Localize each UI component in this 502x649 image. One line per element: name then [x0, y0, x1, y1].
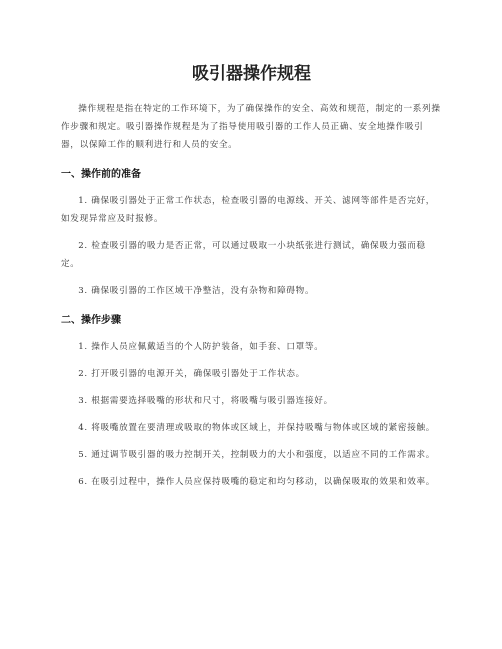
section-steps: [61, 314, 442, 491]
list-item: 1. 确保吸引器处于正常工作状态，检查吸引器的电源线、开关、滤网等部件是否完好，如发现异常应及时报修。: [61, 196, 436, 224]
intro-paragraph: 操作规程是指在特定的工作环境下，为了确保操作的安全、高效和规范，制定的一系列操作步骤和规定。吸引器操作规程是为了指导使用吸引器的工作人员正确、安全地操作吸引器，以保障工作的顺利进行和人员的安全。: [61, 104, 441, 150]
list-item: 2. 检查吸引器的吸力是否正常，可以通过吸取一小块纸张进行测试，确保吸力强而稳定。: [61, 241, 426, 269]
list-item: 2. 打开吸引器的电源开关，确保吸引器处于工作状态。: [78, 369, 305, 379]
list-item: 1. 操作人员应佩戴适当的个人防护装备，如手套、口罩等。: [78, 342, 324, 352]
document-title: 吸引器操作规程: [192, 64, 311, 84]
list-item: 3. 根据需要选择吸嘴的形状和尺寸，将吸嘴与吸引器连接好。: [78, 396, 333, 406]
list-item: 5. 通过调节吸引器的吸力控制开关，控制吸力的大小和强度，以适应不同的工作需求。: [78, 450, 436, 460]
list-item: 3. 确保吸引器的工作区域干净整洁，没有杂物和障碍物。: [78, 286, 315, 296]
section-heading: 一、操作前的准备: [61, 169, 141, 180]
section-heading: 二、操作步骤: [61, 315, 121, 326]
list-item: 6. 在吸引过程中，操作人员应保持吸嘴的稳定和均匀移动，以确保吸取的效果和效率。: [78, 477, 436, 487]
section-preparation: [61, 168, 442, 300]
list-item: 4. 将吸嘴放置在要清理或吸取的物体或区域上，并保持吸嘴与物体或区域的紧密接触。: [78, 423, 436, 433]
